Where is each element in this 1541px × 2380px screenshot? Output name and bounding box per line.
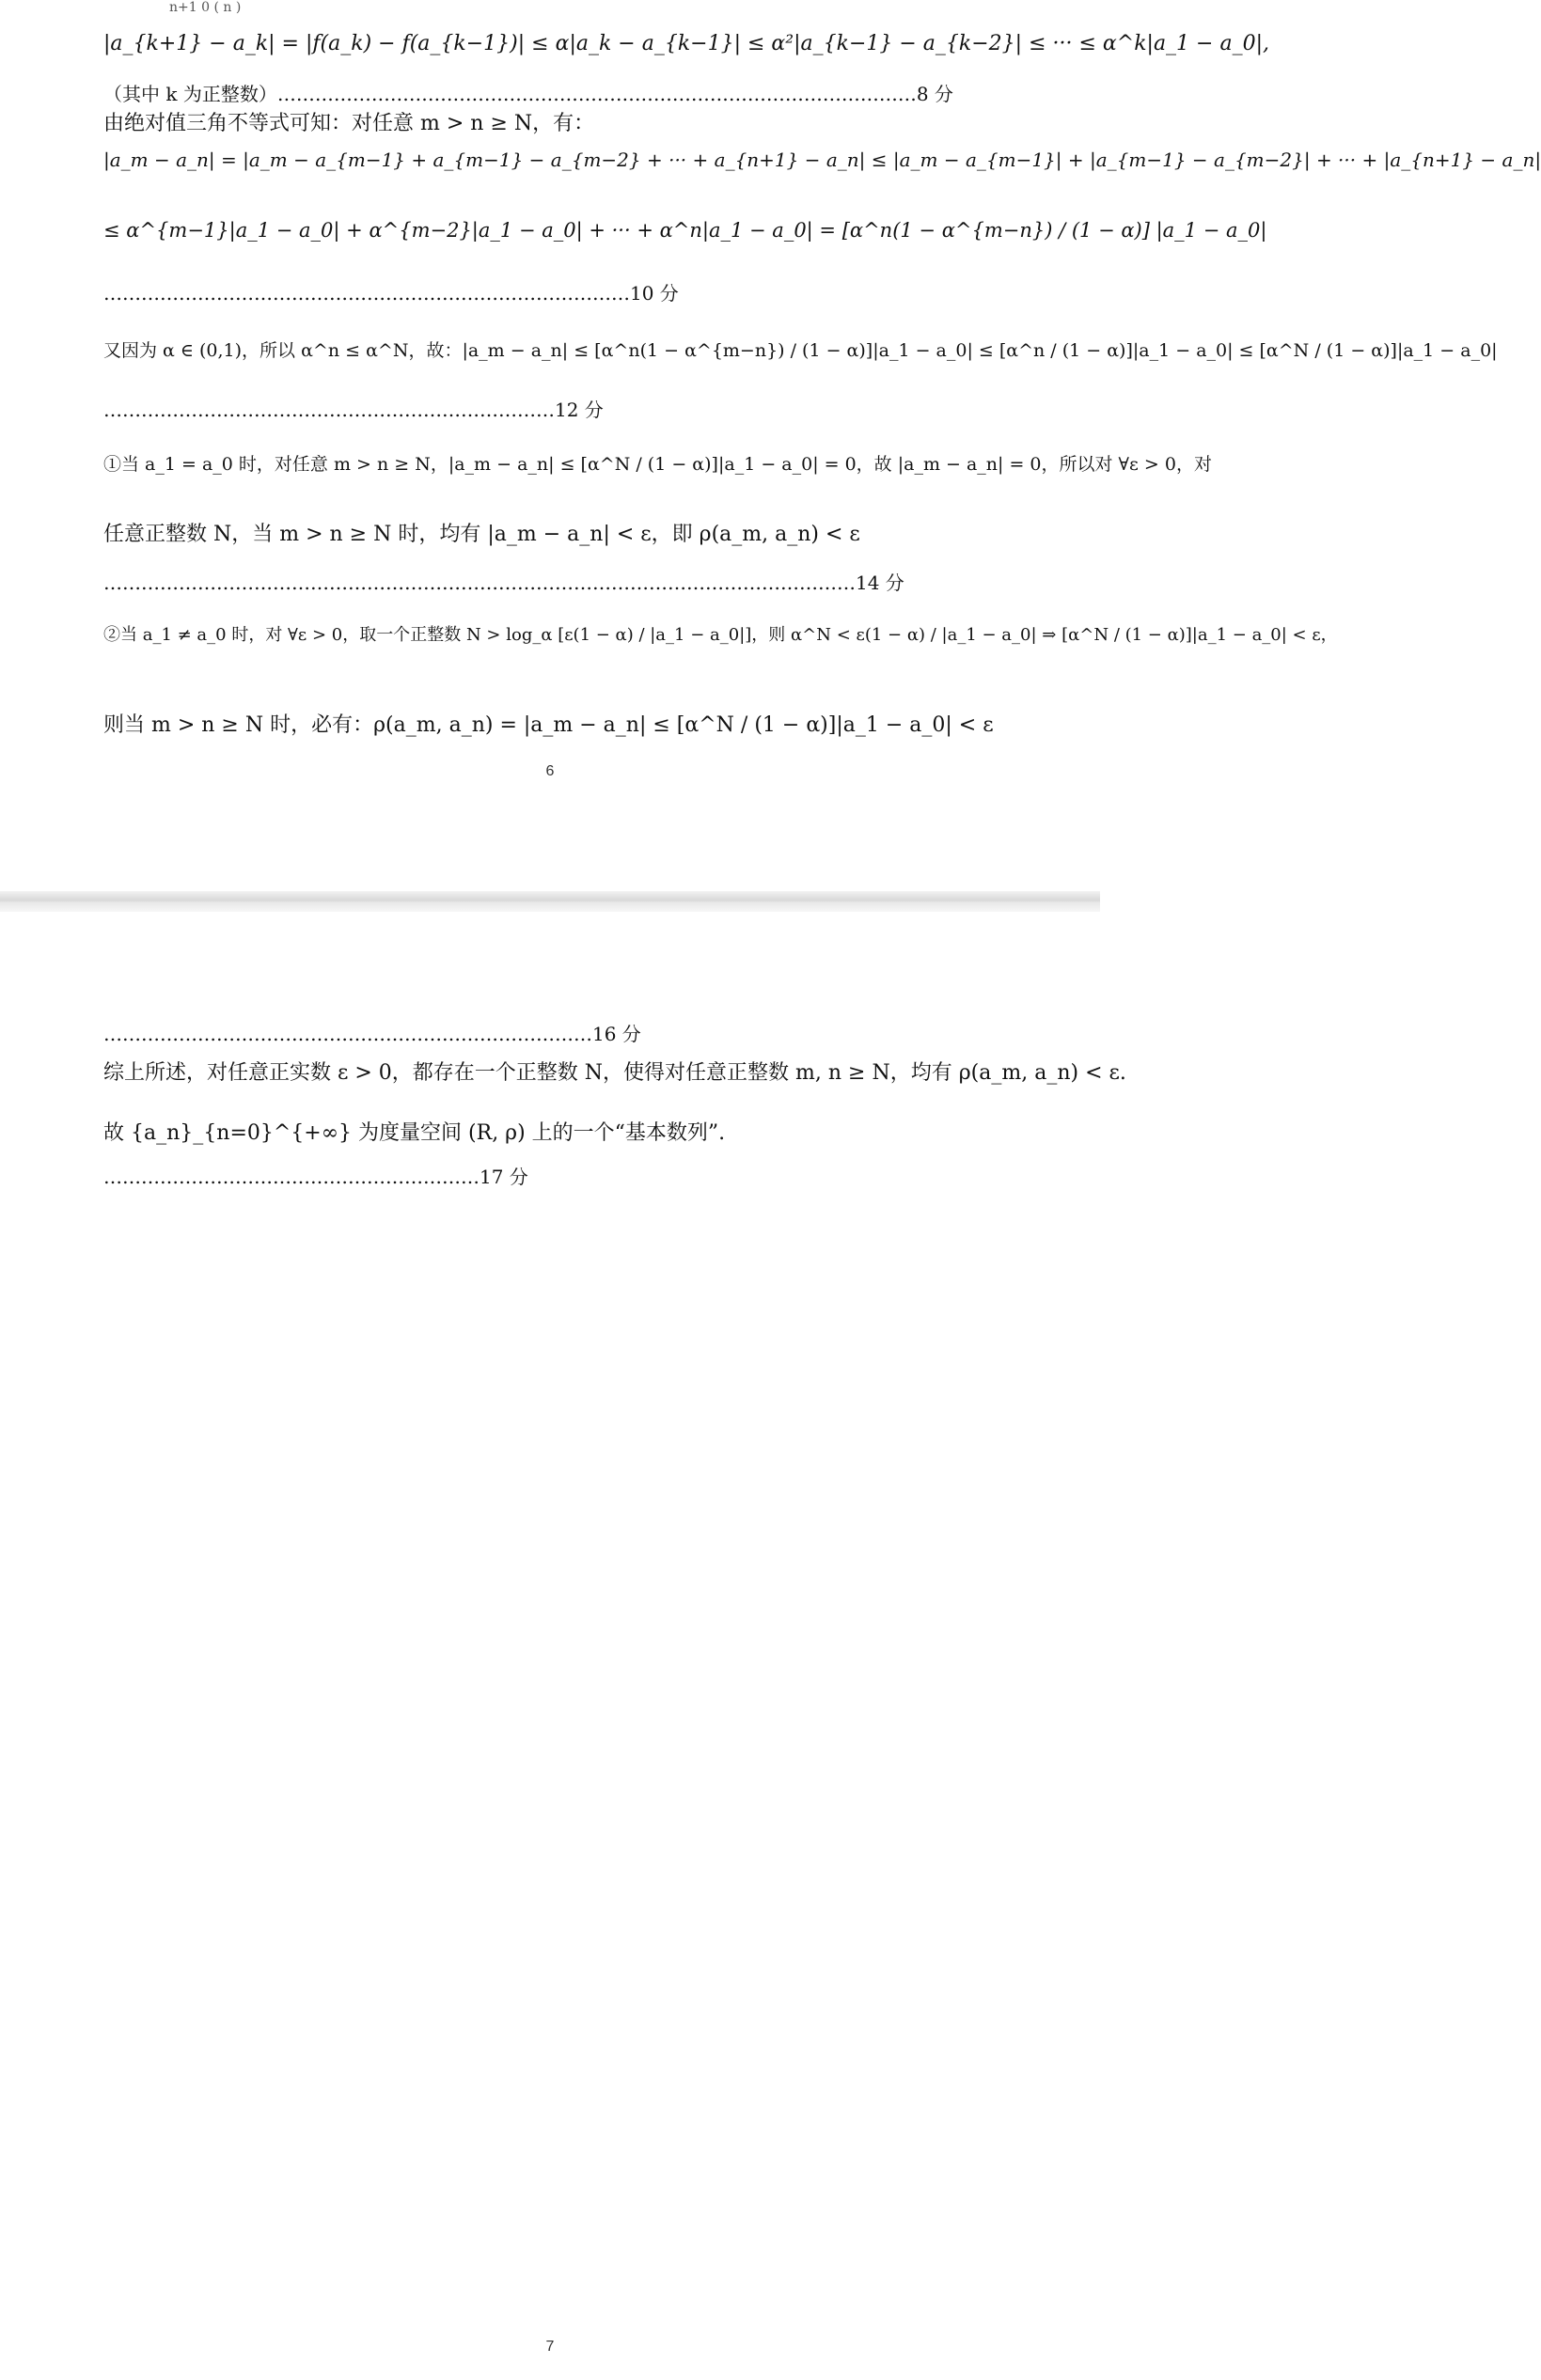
page-7 xyxy=(0,912,1126,2380)
triangle-inequality-intro: 由绝对值三角不等式可知：对任意 m > n ≥ N，有： xyxy=(103,112,595,135)
case-2-line-1: ②当 a_1 ≠ a_0 时，对 ∀ε > 0，取一个正整数 N > log_α [ε(1 − α) / |a_1 − a_0|]，则 α^N < ε(1 − α) / |a_1 − a_0| ⇒ [α^N / (1 − α)]|a_1 − a_0| < ε， xyxy=(103,625,1338,645)
score-8: （其中 k 为正整数）…………………………………………………………………………………………8 分 xyxy=(103,83,953,105)
page-number: 7 xyxy=(545,2339,555,2355)
fundamental-sequence-statement: 故 {a_n}_{n=0}^{+∞} 为度量空间 (R, ρ) 上的一个“基本数列”. xyxy=(103,1121,726,1145)
triangle-inequality-expansion: |a_m − a_n| = |a_m − a_{m−1} + a_{m−1} − a_{m−2} + ··· + a_{n+1} − a_n| ≤ |a_m − a_{m−1}| + |a_{m−1} − a_{m−2}| + ··· + |a_{n+1} − a_n| xyxy=(103,149,1541,171)
cut-off-text: n+1 0 ( n ) xyxy=(169,0,242,15)
geometric-sum-bound: ≤ α^{m−1}|a_1 − a_0| + α^{m−2}|a_1 − a_0| + ··· + α^n|a_1 − a_0| = [α^n(1 − α^{m−n}) / (1 − α)] |a_1 − a_0| xyxy=(103,219,1267,242)
score-12: ………………………………………………………………12 分 xyxy=(103,399,604,421)
inequality-chain: |a_{k+1} − a_k| = |f(a_k) − f(a_{k−1})| ≤ α|a_k − a_{k−1}| ≤ α²|a_{k−1} − a_{k−2}| ≤ ··· ≤ α^k|a_1 − a_0|, xyxy=(103,32,1269,55)
page-separator xyxy=(0,891,1100,912)
score-16: ……………………………………………………………………16 分 xyxy=(103,1023,641,1045)
case-1-line-1: ①当 a_1 = a_0 时，对任意 m > n ≥ N，|a_m − a_n| ≤ [α^N / (1 − α)]|a_1 − a_0| = 0，故 |a_m − a_n| = 0，所以对 ∀ε > 0，对 xyxy=(103,454,1212,475)
score-10: …………………………………………………………………………10 分 xyxy=(103,282,679,305)
case-2-line-2: 则当 m > n ≥ N 时，必有：ρ(a_m, a_n) = |a_m − a_n| ≤ [α^N / (1 − α)]|a_1 − a_0| < ε xyxy=(103,713,994,737)
page-6 xyxy=(0,0,1541,891)
score-14: …………………………………………………………………………………………………………14 分 xyxy=(103,572,904,594)
page-number: 6 xyxy=(545,763,555,779)
score-17: ……………………………………………………17 分 xyxy=(103,1166,528,1188)
conclusion: 综上所述，对任意正实数 ε > 0，都存在一个正整数 N，使得对任意正整数 m, n ≥ N，均有 ρ(a_m, a_n) < ε. xyxy=(103,1061,1126,1085)
alpha-bound: 又因为 α ∈ (0,1)，所以 α^n ≤ α^N，故：|a_m − a_n| ≤ [α^n(1 − α^{m−n}) / (1 − α)]|a_1 − a_0| ≤ [α^n / (1 − α)]|a_1 − a_0| ≤ [α^N / (1 − α)]|a_1 − a_0| xyxy=(103,340,1498,361)
case-1-line-2: 任意正整数 N，当 m > n ≥ N 时，均有 |a_m − a_n| < ε，即 ρ(a_m, a_n) < ε xyxy=(103,523,860,546)
